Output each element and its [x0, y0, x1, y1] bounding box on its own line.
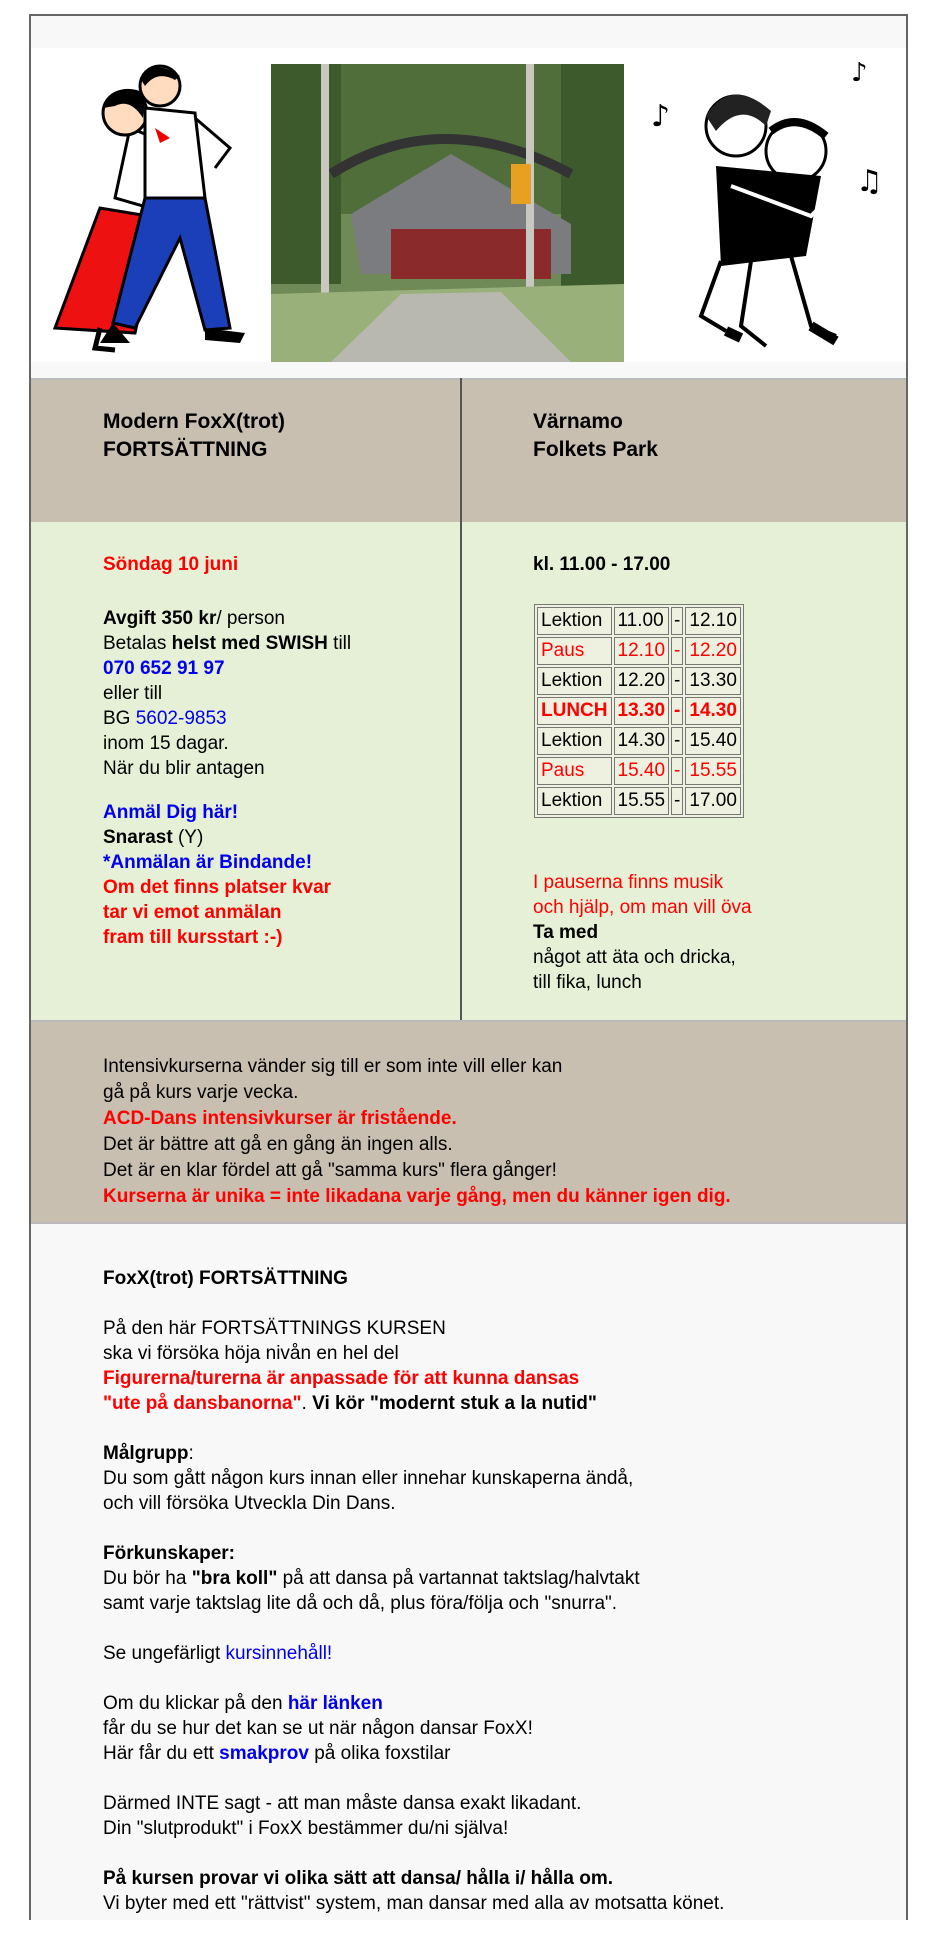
pause-note-2: och hjälp, om man vill öva	[533, 897, 752, 918]
schedule-to: 12.20	[685, 637, 741, 665]
video-text: får du se hur det kan se ut när någon dansar FoxX!	[103, 1718, 533, 1739]
content-text: Se ungefärligt	[103, 1643, 226, 1664]
schedule-separator: -	[671, 757, 683, 785]
intro-line: Figurerna/turerna är anpassade för att kunna dansas	[103, 1368, 580, 1389]
course-name: Modern FoxX(trot)	[103, 410, 285, 433]
schedule-to: 13.30	[685, 667, 741, 695]
column-divider	[460, 378, 462, 1020]
course-time: kl. 11.00 - 17.00	[533, 554, 671, 575]
schedule-to: 15.40	[685, 727, 741, 755]
binding-notice: *Anmälan är Bindande!	[103, 852, 313, 873]
right-notes	[533, 870, 893, 995]
schedule-to: 12.10	[685, 607, 741, 635]
schedule-row	[537, 667, 741, 695]
method-text: Vi byter med ett "rättvist" system, man dansar med alla av motsatta könet.	[103, 1893, 725, 1914]
target-label: Målgrupp	[103, 1443, 189, 1464]
intro-line: "ute på dansbanorna"	[103, 1393, 302, 1414]
course-level: FORTSÄTTNING	[103, 438, 268, 461]
schedule-row	[537, 697, 741, 725]
location-venue: Folkets Park	[533, 438, 658, 461]
target-line: och vill försöka Utveckla Din Dans.	[103, 1493, 396, 1514]
payment-post: till	[327, 633, 352, 654]
pause-note-1: I pauserna finns musik	[533, 872, 724, 893]
disclaimer-paragraph	[103, 1791, 883, 1841]
late-registration-1: Om det finns platser kvar	[103, 877, 332, 898]
schedule-from: 12.10	[614, 637, 670, 665]
location	[533, 408, 658, 464]
sample-link[interactable]: smakprov	[219, 1743, 309, 1764]
fee-unit: / person	[216, 608, 285, 629]
info-row	[31, 522, 906, 1022]
note-line: Det är bättre att gå en gång än ingen alls.	[103, 1134, 453, 1155]
bg-line	[103, 706, 453, 731]
asap-rest: (Y)	[172, 827, 204, 848]
schedule-label: Paus	[537, 757, 612, 785]
intro-line: ska vi försöka höja nivån en hel del	[103, 1343, 399, 1364]
or-to-text: eller till	[103, 683, 163, 704]
schedule-label: Paus	[537, 637, 612, 665]
section-heading: FoxX(trot) FORTSÄTTNING	[103, 1268, 348, 1289]
swish-number-link[interactable]: 070 652 91 97	[103, 658, 225, 679]
schedule-from: 15.40	[614, 757, 670, 785]
schedule-row	[537, 727, 741, 755]
bg-label: BG	[103, 708, 136, 729]
register-link[interactable]: Anmäl Dig här!	[103, 802, 239, 823]
hero-banner	[31, 48, 906, 362]
svg-text:♪: ♪	[651, 99, 671, 134]
video-text: Om du klickar på den	[103, 1693, 288, 1714]
schedule-label: LUNCH	[537, 697, 612, 725]
svg-text:♪: ♪	[851, 58, 868, 88]
bring-note-2: till fika, lunch	[533, 972, 642, 993]
schedule-to: 15.55	[685, 757, 741, 785]
schedule-to: 14.30	[685, 697, 741, 725]
prereq-text: Du bör ha	[103, 1568, 192, 1589]
bring-note-1: något att äta och dricka,	[533, 947, 736, 968]
prereq-text: samt varje taktslag lite då och då, plus föra/följa och "snurra".	[103, 1593, 618, 1614]
schedule-label: Lektion	[537, 727, 612, 755]
schedule-separator: -	[671, 667, 683, 695]
payment-method: helst med SWISH	[171, 633, 328, 654]
disclaimer-text: Din "slutprodukt" i FoxX bestämmer du/ni själva!	[103, 1818, 509, 1839]
schedule-row	[537, 787, 741, 815]
schedule-separator: -	[671, 787, 683, 815]
schedule-from: 15.55	[614, 787, 670, 815]
sample-text: Här får du ett	[103, 1743, 220, 1764]
payment-line	[103, 631, 453, 656]
schedule-to: 17.00	[685, 787, 741, 815]
video-link[interactable]: här länken	[287, 1693, 383, 1714]
note-line: Kurserna är unika = inte likadana varje gång, men du känner igen dig.	[103, 1186, 731, 1207]
target-paragraph	[103, 1441, 883, 1516]
prereq-text: "bra koll"	[191, 1568, 278, 1589]
schedule-from: 12.20	[614, 667, 670, 695]
fee-line	[103, 606, 453, 631]
note-text	[103, 1054, 731, 1210]
course-description	[103, 1266, 883, 1941]
target-colon: :	[188, 1443, 194, 1464]
course-content-link[interactable]: kursinnehåll!	[225, 1643, 333, 1664]
schedule-label: Lektion	[537, 607, 612, 635]
prereq-text: på att dansa på vartannat taktslag/halvtakt	[277, 1568, 640, 1589]
schedule-label: Lektion	[537, 787, 612, 815]
bg-number-link[interactable]: 5602-9853	[135, 708, 227, 729]
payment-deadline: inom 15 dagar.	[103, 733, 229, 754]
schedule-separator: -	[671, 637, 683, 665]
schedule-separator: -	[671, 697, 683, 725]
video-paragraph	[103, 1691, 883, 1766]
method-text: På kursen provar vi olika sätt att dansa/ hålla i/ hålla om.	[103, 1868, 614, 1889]
dancing-couple-left-image	[45, 58, 257, 358]
schedule-separator: -	[671, 607, 683, 635]
late-registration-2: tar vi emot anmälan	[103, 902, 282, 923]
schedule-from: 11.00	[614, 607, 670, 635]
intro-paragraph	[103, 1316, 883, 1416]
note-line: Det är en klar fördel att gå "samma kurs" flera gånger!	[103, 1160, 557, 1181]
title-row	[31, 378, 906, 524]
course-title	[103, 408, 285, 464]
late-registration-3: fram till kursstart :-)	[103, 927, 283, 948]
dancing-couple-right-image	[631, 56, 901, 356]
left-info	[103, 552, 453, 950]
page-container	[29, 14, 908, 1920]
note-line: Intensivkurserna vänder sig till er som inte vill eller kan	[103, 1056, 563, 1077]
svg-text:♫: ♫	[856, 164, 883, 199]
payment-condition: När du blir antagen	[103, 758, 265, 779]
fee-amount: Avgift 350 kr	[103, 608, 217, 629]
park-entrance-photo	[271, 64, 624, 362]
intro-line: På den här FORTSÄTTNINGS KURSEN	[103, 1318, 446, 1339]
note-line: ACD-Dans intensivkurser är fristående.	[103, 1108, 457, 1129]
course-date: Söndag 10 juni	[103, 554, 239, 575]
intro-sep: .	[301, 1393, 313, 1414]
note-line: gå på kurs varje vecka.	[103, 1082, 299, 1103]
schedule-row	[537, 637, 741, 665]
schedule-from: 13.30	[614, 697, 670, 725]
content-paragraph	[103, 1641, 883, 1666]
target-line: Du som gått någon kurs innan eller innehar kunskaperna ändå,	[103, 1468, 634, 1489]
schedule-label: Lektion	[537, 667, 612, 695]
intensive-note	[31, 1022, 906, 1224]
schedule-table	[534, 604, 744, 818]
sample-text: på olika foxstilar	[308, 1743, 451, 1764]
schedule-row	[537, 607, 741, 635]
location-city: Värnamo	[533, 410, 623, 433]
asap-label: Snarast	[103, 827, 173, 848]
schedule-from: 14.30	[614, 727, 670, 755]
payment-pre: Betalas	[103, 633, 172, 654]
schedule-separator: -	[671, 727, 683, 755]
schedule-row	[537, 757, 741, 785]
prereq-label: Förkunskaper:	[103, 1543, 235, 1564]
bring-label: Ta med	[533, 922, 599, 943]
intro-line: Vi kör "modernt stuk a la nutid"	[312, 1393, 597, 1414]
prereq-paragraph	[103, 1541, 883, 1616]
method-paragraph	[103, 1866, 883, 1916]
disclaimer-text: Därmed INTE sagt - att man måste dansa exakt likadant.	[103, 1793, 582, 1814]
